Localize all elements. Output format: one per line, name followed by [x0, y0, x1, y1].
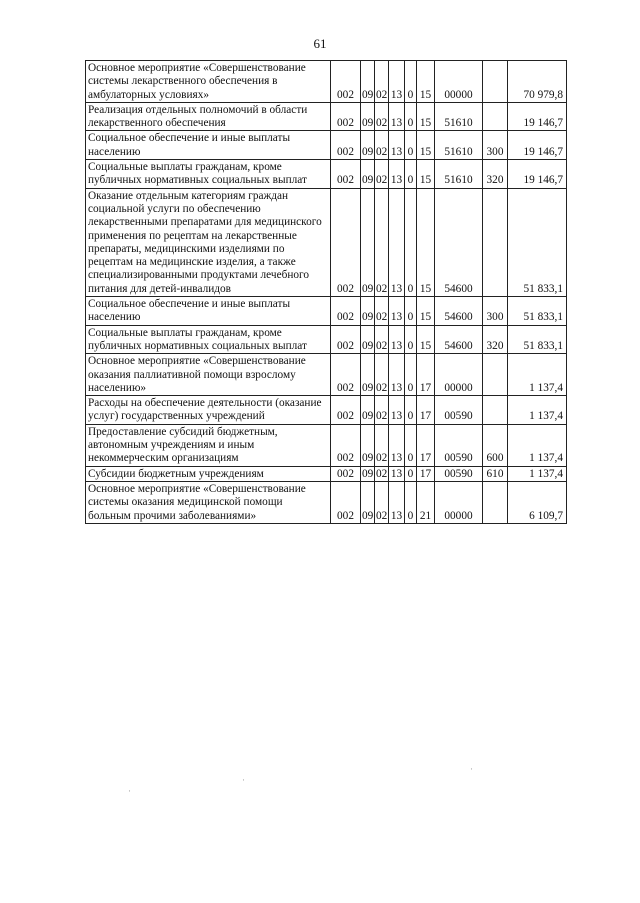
direction-code: 51610	[435, 102, 483, 131]
subsection-code: 02	[375, 131, 389, 160]
subsection-code: 02	[375, 297, 389, 326]
subsection-code: 02	[375, 325, 389, 354]
expense-type-code	[483, 481, 508, 523]
amount: 51 833,1	[508, 325, 567, 354]
table-row	[86, 131, 567, 160]
expense-type-code	[483, 354, 508, 396]
amount: 19 146,7	[508, 131, 567, 160]
section-code: 09	[361, 481, 375, 523]
event-code: 17	[417, 466, 435, 481]
scan-speck: ·	[128, 786, 131, 796]
event-code: 15	[417, 297, 435, 326]
amount: 1 137,4	[508, 354, 567, 396]
amount: 19 146,7	[508, 160, 567, 189]
program-code: 13	[389, 131, 405, 160]
ministry-code: 002	[331, 466, 361, 481]
direction-code: 00590	[435, 466, 483, 481]
ministry-code: 002	[331, 188, 361, 296]
subsection-code: 02	[376, 467, 388, 480]
subsection-code: 02	[375, 396, 389, 425]
ministry-code: 002	[331, 354, 361, 396]
table-row	[86, 424, 567, 466]
event-code: 17	[417, 424, 435, 466]
direction-code: 54600	[435, 188, 483, 296]
section-code: 09	[362, 467, 374, 480]
event-code: 17	[417, 354, 435, 396]
budget-table	[85, 60, 567, 524]
item-name: Субсидии бюджетным учреждениям	[86, 466, 331, 481]
ministry-code: 002	[331, 131, 361, 160]
item-name: Основное мероприятие «Совершенствование оказания паллиативной помощи взрослому населению»	[86, 354, 331, 396]
ministry-code: 002	[331, 102, 361, 131]
direction-code: 00000	[435, 354, 483, 396]
item-name: Социальные выплаты гражданам, кроме публичных нормативных социальных выплат	[86, 325, 331, 354]
program-code: 13	[389, 325, 405, 354]
program-code: 13	[389, 188, 405, 296]
expense-type-code	[483, 61, 508, 103]
section-code: 09	[361, 424, 375, 466]
ministry-code: 002	[331, 160, 361, 189]
item-name: Социальные выплаты гражданам, кроме публичных нормативных социальных выплат	[86, 160, 331, 189]
ministry-code: 002	[331, 61, 361, 103]
table-row	[86, 188, 567, 296]
table-row	[86, 297, 567, 326]
subprogram-code: 0	[405, 61, 417, 103]
program-code: 13	[389, 396, 405, 425]
program-code: 13	[389, 354, 405, 396]
direction-code: 51610	[435, 160, 483, 189]
budget-table-body	[86, 61, 567, 524]
expense-type-code	[483, 102, 508, 131]
amount: 1 137,4	[508, 396, 567, 425]
direction-code: 00000	[435, 61, 483, 103]
subprogram-code: 0	[405, 297, 417, 326]
page-number: 61	[313, 36, 327, 51]
event-code: 17	[417, 396, 435, 425]
subsection-code: 02	[375, 424, 389, 466]
program-code: 13	[389, 160, 405, 189]
section-code: 09	[361, 131, 375, 160]
section-code: 09	[361, 102, 375, 131]
event-code: 15	[417, 188, 435, 296]
subsection-code: 02	[375, 354, 389, 396]
subsection-code: 02	[375, 188, 389, 296]
section-code: 09	[361, 325, 375, 354]
ministry-code: 002	[331, 297, 361, 326]
item-name: Основное мероприятие «Совершенствование системы оказания медицинской помощи больным прочими заболеваниями»	[86, 481, 331, 523]
section-code: 09	[361, 61, 375, 103]
expense-type-code: 320	[483, 325, 508, 354]
subprogram-code: 0	[405, 354, 417, 396]
expense-type-code	[483, 396, 508, 425]
ministry-code: 002	[331, 325, 361, 354]
section-code: 09	[361, 160, 375, 189]
subprogram-code: 0	[405, 481, 417, 523]
subprogram-code: 0	[405, 466, 417, 481]
item-name: Расходы на обеспечение деятельности (оказание услуг) государственных учреждений	[86, 396, 331, 425]
amount: 70 979,8	[508, 61, 567, 103]
scan-speck: ·	[242, 775, 245, 785]
program-code: 13	[389, 102, 405, 131]
table-row	[86, 61, 567, 103]
direction-code: 00590	[435, 424, 483, 466]
item-name: Социальное обеспечение и иные выплаты населению	[86, 131, 331, 160]
subsection-code: 02	[375, 61, 389, 103]
amount: 51 833,1	[508, 297, 567, 326]
subprogram-code: 0	[405, 188, 417, 296]
direction-code: 00000	[435, 481, 483, 523]
amount: 1 137,4	[508, 466, 567, 481]
subprogram-code: 0	[405, 325, 417, 354]
event-code: 21	[417, 481, 435, 523]
program-code: 13	[389, 61, 405, 103]
table-row	[86, 160, 567, 189]
event-code: 15	[417, 325, 435, 354]
ministry-code: 002	[331, 396, 361, 425]
event-code: 15	[417, 131, 435, 160]
section-code: 09	[361, 188, 375, 296]
subprogram-code: 0	[405, 131, 417, 160]
amount: 19 146,7	[508, 102, 567, 131]
table-row	[86, 466, 567, 481]
event-code: 15	[417, 160, 435, 189]
item-name: Оказание отдельным категориям граждан социальной услуги по обеспечению лекарственными препаратами для медицинского применения по рецептам на лекарственные препараты, медицинскими изделиями по рецептам на медицинские изделия, а также специализированными продуктами лечебного питания для детей-инвалидов	[86, 188, 331, 296]
subsection-code: 02	[375, 102, 389, 131]
direction-code: 54600	[435, 325, 483, 354]
program-code: 13	[389, 297, 405, 326]
event-code: 15	[417, 102, 435, 131]
item-name: Предоставление субсидий бюджетным, автономным учреждениям и иным некоммерческим организациям	[86, 424, 331, 466]
expense-type-code: 600	[483, 424, 508, 466]
direction-code: 00590	[435, 396, 483, 425]
table-row	[86, 102, 567, 131]
direction-code: 51610	[435, 131, 483, 160]
program-code: 13	[389, 481, 405, 523]
amount: 51 833,1	[508, 188, 567, 296]
section-code: 09	[361, 354, 375, 396]
section-code: 09	[361, 297, 375, 326]
expense-type-code: 300	[483, 131, 508, 160]
amount: 6 109,7	[508, 481, 567, 523]
program-code: 13	[389, 466, 405, 481]
program-code: 13	[389, 424, 405, 466]
scan-speck: ·	[470, 764, 473, 774]
subprogram-code: 0	[405, 396, 417, 425]
event-code: 15	[417, 61, 435, 103]
table-row	[86, 396, 567, 425]
ministry-code: 002	[331, 481, 361, 523]
item-name: Социальное обеспечение и иные выплаты населению	[86, 297, 331, 326]
table-row	[86, 354, 567, 396]
expense-type-code: 610	[483, 466, 508, 481]
table-row	[86, 325, 567, 354]
subprogram-code: 0	[405, 160, 417, 189]
subsection-code: 02	[375, 160, 389, 189]
expense-type-code: 320	[483, 160, 508, 189]
ministry-code: 002	[331, 424, 361, 466]
subsection-code: 02	[375, 481, 389, 523]
subprogram-code: 0	[405, 102, 417, 131]
expense-type-code	[483, 188, 508, 296]
table-row	[86, 481, 567, 523]
amount: 1 137,4	[508, 424, 567, 466]
item-name: Реализация отдельных полномочий в области лекарственного обеспечения	[86, 102, 331, 131]
section-code: 09	[361, 396, 375, 425]
expense-type-code: 300	[483, 297, 508, 326]
direction-code: 54600	[435, 297, 483, 326]
item-name: Основное мероприятие «Совершенствование системы лекарственного обеспечения в амбулаторных условиях»	[86, 61, 331, 103]
subprogram-code: 0	[405, 424, 417, 466]
